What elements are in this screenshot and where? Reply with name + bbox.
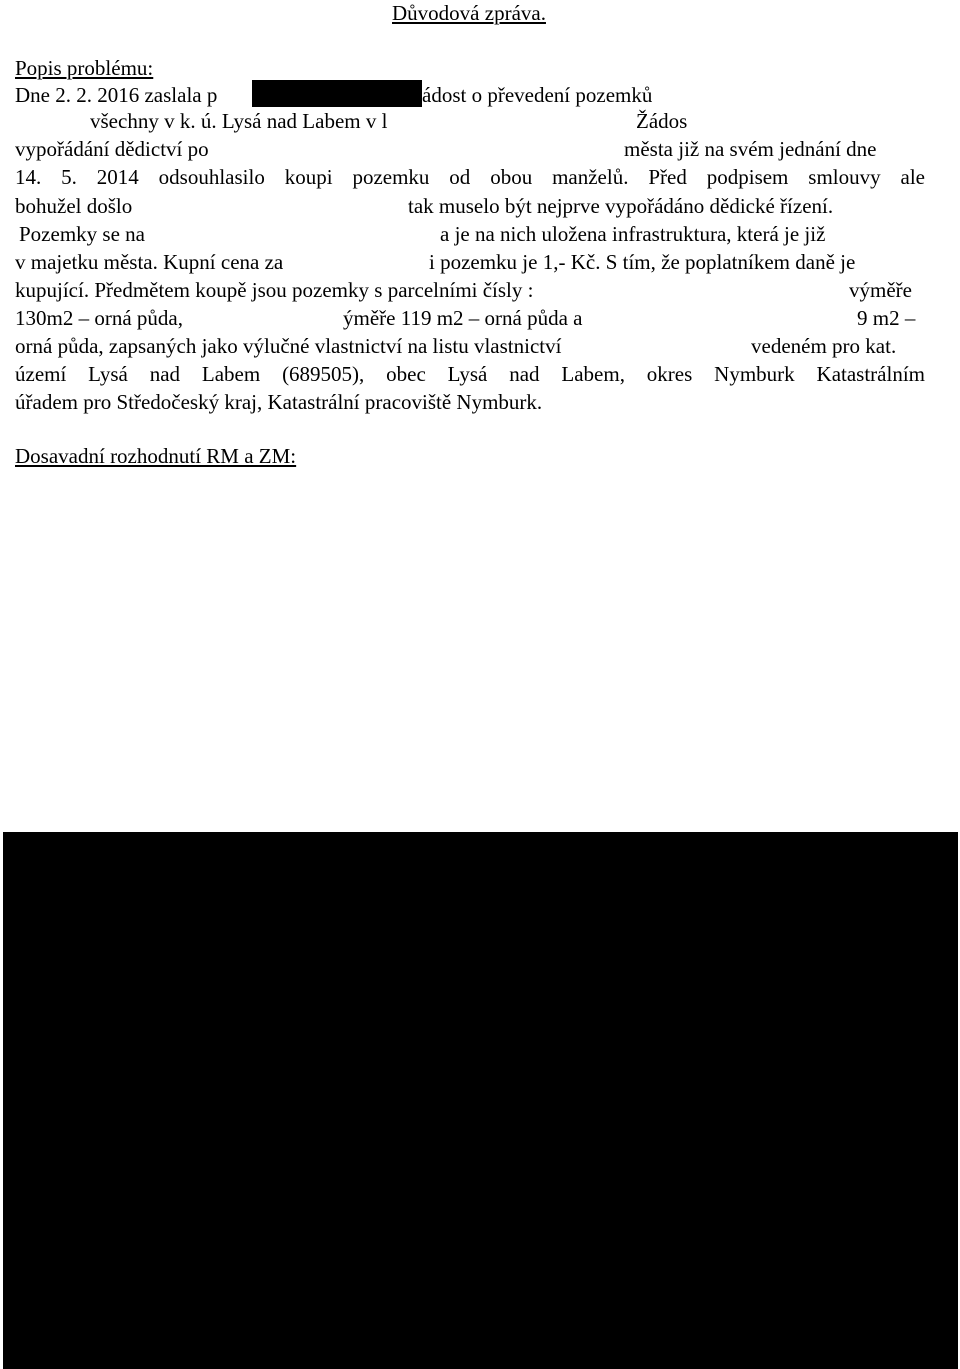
text-segment: tak muselo být nejprve vypořádáno dědické řízení. (408, 194, 834, 218)
text-segment: 9 m2 – (857, 306, 916, 330)
text-line-4 (15, 164, 925, 190)
text-segment: úřadem pro Středočeský kraj, Katastrální pracoviště Nymburk. (15, 390, 543, 414)
redaction-block (252, 80, 422, 107)
text-segment: 130m2 – orná půda, (15, 306, 183, 330)
text-segment: města již na svém jednání dne (624, 137, 877, 161)
text-segment: vypořádání dědictví po (15, 137, 209, 161)
text-segment: Pozemky se na (19, 222, 145, 246)
redaction-block (3, 832, 958, 1369)
text-segment: orná půda, zapsaných jako výlučné vlastnictví na listu vlastnictví (15, 334, 562, 358)
text-segment: území Lysá nad Labem (689505), obec Lysá nad Labem, okres Nymburk Katastrálním (15, 362, 925, 386)
text-segment: ádost o převedení pozemků (422, 83, 653, 107)
text-segment: v majetku města. Kupní cena za (15, 250, 284, 274)
text-segment: ýměře 119 m2 – orná půda a (343, 306, 583, 330)
text-segment: bohužel došlo (15, 194, 133, 218)
text-segment: kupující. Předmětem koupě jsou pozemky s parcelními čísly : (15, 278, 534, 302)
document-title: Důvodová zpráva. (392, 1, 546, 25)
text-segment: výměře (849, 278, 912, 302)
text-segment: 14. 5. 2014 odsouhlasilo koupi pozemku od obou manželů. Před podpisem smlouvy ale (15, 165, 925, 189)
text-segment: a je na nich uložena infrastruktura, která je již (440, 222, 826, 246)
text-segment: i pozemku je 1,- Kč. S tím, že poplatníkem daně je (429, 250, 856, 274)
text-segment: Dne 2. 2. 2016 zaslala p (15, 83, 218, 107)
text-segment: vedeném pro kat. (751, 334, 897, 358)
section-heading-problem: Popis problému: (15, 56, 154, 80)
section-heading-decisions: Dosavadní rozhodnutí RM a ZM: (15, 444, 297, 468)
text-segment: Žádos (636, 109, 688, 133)
text-segment: všechny v k. ú. Lysá nad Labem v l (90, 109, 388, 133)
text-line-11 (15, 361, 925, 387)
